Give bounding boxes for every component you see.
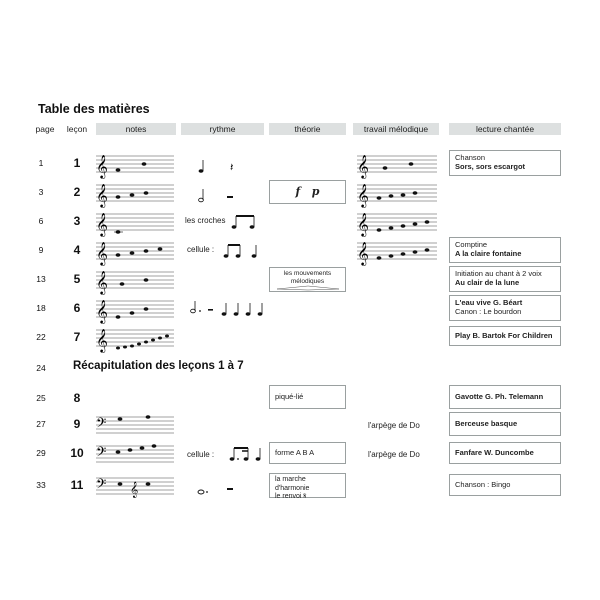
treble-clef-icon: 𝄞 (357, 154, 369, 178)
table-row (0, 326, 600, 350)
lesson-number: 1 (73, 156, 81, 170)
treble-clef-icon: 𝄞 (357, 183, 369, 207)
rhythm-cell-icon (222, 241, 266, 261)
lecture-box (449, 412, 561, 436)
page-number: 27 (36, 419, 46, 429)
page-number: 22 (36, 332, 46, 342)
page-number: 1 (38, 158, 44, 168)
half-rest-icon (227, 488, 233, 490)
treble-clef-icon: 𝄞 (96, 328, 108, 352)
table-row (0, 297, 600, 321)
lecture-line-1: Gavotte G. Ph. Telemann (455, 392, 544, 401)
notes-staff (96, 442, 176, 466)
page-number: 29 (36, 448, 46, 458)
rhythm-cell-icon (228, 444, 268, 464)
header-theorie: théorie (269, 123, 346, 135)
notes-staff (96, 413, 176, 437)
header-lecon: leçon (66, 124, 88, 134)
treble-clef-icon: 𝄞 (96, 183, 108, 207)
lecture-line-1: Initiation au chant à 2 voix (455, 269, 542, 278)
table-row (0, 474, 600, 498)
lecture-line-1: Chanson (455, 153, 486, 162)
notes-staff (96, 210, 176, 234)
page-number: 13 (36, 274, 46, 284)
page-number: 3 (38, 187, 44, 197)
lesson-number: 7 (73, 330, 81, 344)
bass-clef-icon: 𝄢 (96, 444, 107, 463)
header-rythme: rythme (181, 123, 264, 135)
melodic-text: l'arpège de Do (368, 421, 420, 430)
lecture-line-2: Sors, sors escargot (455, 162, 526, 171)
lecture-box (449, 385, 561, 409)
theory-box (269, 180, 346, 204)
half-rest-icon (227, 196, 233, 198)
theory-line-1: la marche d'harmonie (275, 476, 310, 492)
treble-clef-icon: 𝄞 (96, 299, 108, 323)
melodic-text: l'arpège de Do (368, 450, 420, 459)
page-number: 6 (38, 216, 44, 226)
lecture-line-1: Comptine (455, 240, 488, 249)
lesson-number: 2 (73, 185, 81, 199)
rhythm-label: cellule : (187, 245, 215, 254)
melodic-staff (357, 181, 439, 205)
page-number: 9 (38, 245, 44, 255)
rhythm-notation (196, 478, 246, 498)
page-number: 25 (36, 393, 46, 403)
lesson-number: 8 (73, 391, 81, 405)
rhythm-notation (196, 185, 246, 205)
lecture-box (449, 474, 561, 496)
lecture-box (449, 237, 561, 263)
treble-clef-icon: 𝄞 (357, 241, 369, 265)
theory-box (269, 385, 346, 409)
table-row (0, 442, 600, 466)
theory-box (269, 442, 346, 464)
notes-staff (96, 152, 176, 176)
eighth-notes-icon (230, 212, 260, 232)
lecture-box (449, 150, 561, 176)
rhythm-notation (196, 156, 246, 176)
page-number: 18 (36, 303, 46, 313)
theory-line-1: les mouvements (283, 270, 332, 277)
bass-clef-icon: 𝄢 (96, 415, 107, 434)
treble-clef-icon: 𝄞 (96, 270, 108, 294)
rhythm-label: les croches (185, 216, 226, 225)
theory-text: forme A B A (275, 448, 315, 457)
page-title: Table des matières (38, 102, 150, 116)
header-lecture: lecture chantée (449, 123, 561, 135)
melodic-staff (357, 239, 439, 263)
lecture-box (449, 326, 561, 346)
theory-text: piqué-lié (275, 392, 304, 401)
melodic-staff (357, 152, 439, 176)
table-row (0, 239, 600, 263)
lecture-box (449, 442, 561, 464)
notes-staff (96, 239, 176, 263)
melodic-motion-arrows-icon (275, 285, 341, 291)
theory-box (269, 267, 346, 292)
notes-staff (96, 268, 176, 292)
table-row (0, 413, 600, 437)
lecture-line-1: Berceuse basque (455, 419, 518, 428)
theory-box (269, 473, 346, 498)
lesson-number: 10 (70, 446, 84, 460)
page-number: 33 (36, 480, 46, 490)
table-row (0, 268, 600, 292)
lesson-number: 11 (70, 478, 84, 492)
header-travail: travail mélodique (353, 123, 439, 135)
rhythm-notation (188, 299, 278, 319)
lesson-number: 9 (73, 417, 81, 431)
rhythm-label: cellule : (187, 450, 215, 459)
bass-clef-icon: 𝄢 (96, 476, 107, 495)
lecture-line-1: L'eau vive G. Béart (455, 298, 523, 307)
treble-clef-icon: 𝄞 (96, 212, 108, 236)
recap-title: Récapitulation des leçons 1 à 7 (73, 360, 244, 372)
header-page: page (35, 124, 55, 134)
lecture-box (449, 295, 561, 321)
lecture-line-2: Canon : Le bourdon (455, 307, 522, 316)
table-row (0, 387, 600, 411)
table-row (0, 210, 600, 234)
notes-staff (96, 474, 176, 498)
rest-icon (208, 309, 213, 311)
lecture-box (449, 266, 561, 292)
lecture-line-1: Chanson : Bingo (455, 480, 511, 489)
notes-staff (96, 326, 176, 350)
treble-clef-icon: 𝄞 (130, 482, 139, 498)
lecture-line-1: Fanfare W. Duncombe (455, 448, 534, 457)
lesson-number: 5 (73, 272, 81, 286)
lecture-line-2: A la claire fontaine (455, 249, 522, 258)
lesson-number: 6 (73, 301, 81, 315)
rest-icon: 𝄽 (230, 161, 234, 174)
theory-line-2: le renvoi 𝄋 (275, 493, 307, 500)
treble-clef-icon: 𝄞 (357, 212, 369, 236)
lesson-number: 4 (73, 243, 81, 257)
table-row (0, 152, 600, 176)
dynamics-text: f p (295, 185, 320, 198)
lecture-line-2: Au clair de la lune (455, 278, 520, 287)
notes-staff (96, 181, 176, 205)
melodic-staff (357, 210, 439, 234)
table-row (0, 181, 600, 205)
header-notes: notes (96, 123, 176, 135)
lecture-line-1: Play B. Bartok For Children (455, 331, 553, 340)
treble-clef-icon: 𝄞 (96, 241, 108, 265)
treble-clef-icon: 𝄞 (96, 154, 108, 178)
notes-staff (96, 297, 176, 321)
theory-line-2: mélodiques (290, 277, 325, 285)
lesson-number: 3 (73, 214, 81, 228)
page-number: 24 (36, 363, 46, 373)
